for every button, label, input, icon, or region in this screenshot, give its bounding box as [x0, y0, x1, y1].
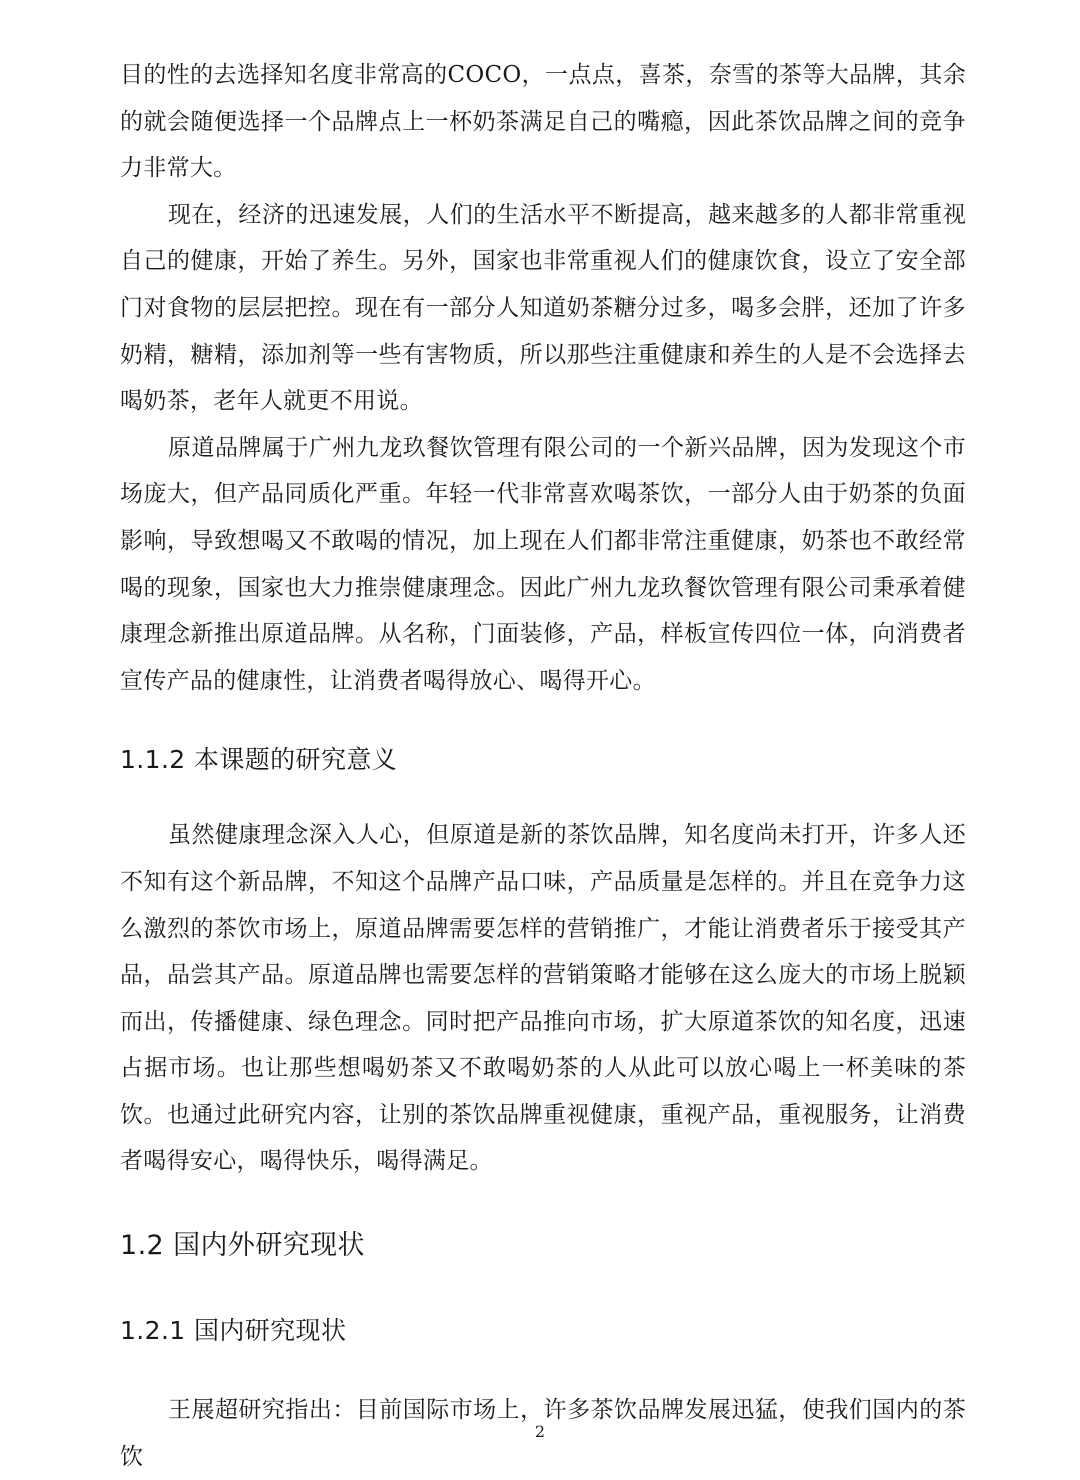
document-page — [120, 52, 966, 1480]
body-paragraph-3: 原道品牌属于广州九龙玖餐饮管理有限公司的一个新兴品牌，因为发现这个市场庞大，但产品同质化严重。年轻一代非常喜欢喝茶饮，一部分人由于奶茶的负面影响，导致想喝又不敢喝的情况，加上现在人们都非常注重健康，奶茶也不敢经常喝的现象，国家也大力推崇健康理念。因此广州九龙玖餐饮管理有限公司秉承着健康理念新推出原道品牌。从名称，门面装修，产品，样板宣传四位一体，向消费者宣传产品的健康性，让消费者喝得放心、喝得开心。 — [120, 434, 966, 694]
body-paragraph-significance: 虽然健康理念深入人心，但原道是新的茶饮品牌，知名度尚未打开，许多人还不知有这个新品牌，不知这个品牌产品口味，产品质量是怎样的。并且在竞争力这么激烈的茶饮市场上，原道品牌需要怎样的营销推广，才能让消费者乐于接受其产品，品尝其产品。原道品牌也需要怎样的营销策略才能够在这么庞大的市场上脱颖而出，传播健康、绿色理念。同时把产品推向市场，扩大原道茶饮的知名度，迅速占据市场。也让那些想喝奶茶又不敢喝奶茶的人从此可以放心喝上一杯美味的茶饮。也通过此研究内容，让别的茶饮品牌重视健康，重视产品，重视服务，让消费者喝得安心，喝得快乐，喝得满足。 — [120, 822, 966, 1175]
body-paragraph-1: 目的性的去选择知名度非常高的COCO，一点点，喜茶，奈雪的茶等大品牌，其余的就会随便选择一个品牌点上一杯奶茶满足自己的嘴瘾，因此茶饮品牌之间的竞争力非常大。 — [120, 62, 966, 182]
section-heading-1-1-2: 1.1.2 本课题的研究意义 — [120, 745, 398, 775]
body-paragraph-domestic: 王展超研究指出：目前国际市场上，许多茶饮品牌发展迅猛，使我们国内的茶饮 — [120, 1397, 966, 1470]
section-heading-1-2: 1.2 国内外研究现状 — [120, 1230, 365, 1262]
page-number: 2 — [534, 1422, 546, 1441]
section-heading-1-2-1: 1.2.1 国内研究现状 — [120, 1316, 347, 1346]
body-paragraph-2: 现在，经济的迅速发展，人们的生活水平不断提高，越来越多的人都非常重视自己的健康，开始了养生。另外，国家也非常重视人们的健康饮食，设立了安全部门对食物的层层把控。现在有一部分人知道奶茶糖分过多，喝多会胖，还加了许多奶精，糖精，添加剂等一些有害物质，所以那些注重健康和养生的人是不会选择去喝奶茶，老年人就更不用说。 — [120, 201, 966, 415]
